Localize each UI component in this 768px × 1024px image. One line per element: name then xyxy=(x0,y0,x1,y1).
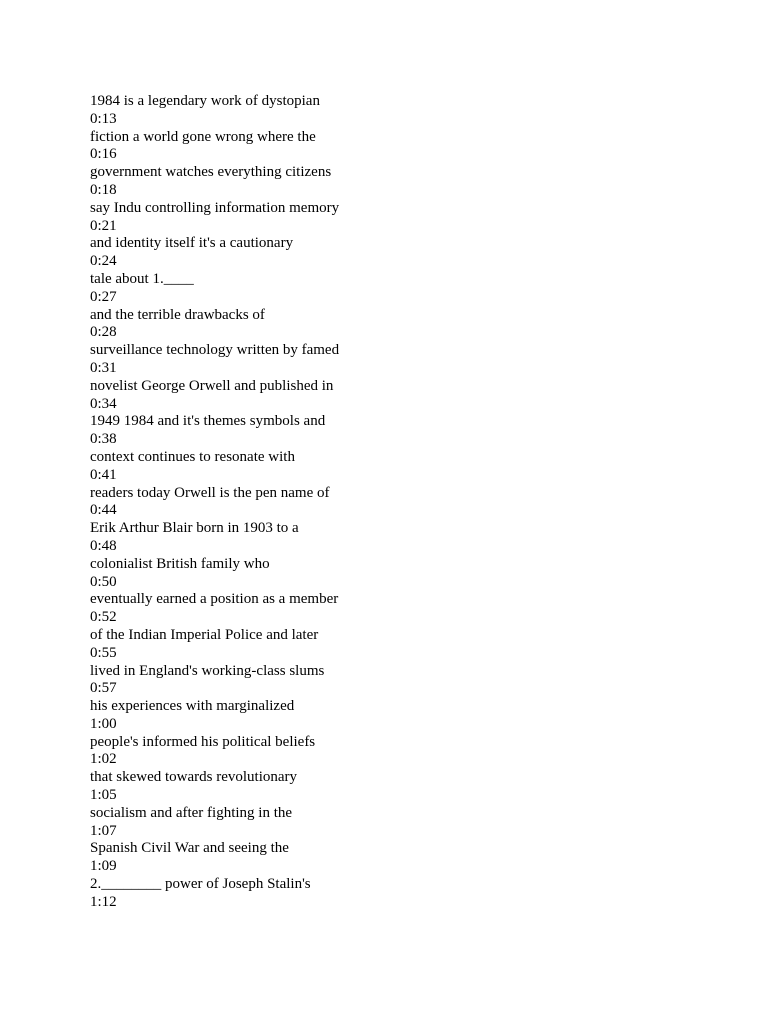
transcript-line: surveillance technology written by famed xyxy=(90,342,340,359)
timestamp: 0:27 xyxy=(90,288,117,305)
transcript-line: his experiences with marginalized xyxy=(90,698,295,715)
transcript-line: Erik Arthur Blair born in 1903 to a xyxy=(90,520,299,537)
transcript-line: and the terrible drawbacks of xyxy=(90,306,265,323)
transcript-line: eventually earned a position as a member xyxy=(90,591,339,608)
transcript-line: people's informed his political beliefs xyxy=(90,733,316,750)
transcript-text xyxy=(90,93,339,912)
transcript-line: lived in England's working-class slums xyxy=(90,662,325,679)
timestamp: 0:57 xyxy=(90,680,117,697)
timestamp: 0:55 xyxy=(90,644,117,661)
timestamp: 0:16 xyxy=(90,146,117,163)
transcript-line: novelist George Orwell and published in xyxy=(90,377,334,394)
transcript-line: say Indu controlling information memory xyxy=(90,199,340,216)
transcript-line: 1949 1984 and it's themes symbols and xyxy=(90,413,326,430)
transcript-line: government watches everything citizens xyxy=(90,164,332,181)
timestamp: 1:02 xyxy=(90,751,117,768)
timestamp: 0:24 xyxy=(90,253,117,270)
transcript-line: socialism and after fighting in the xyxy=(90,804,293,821)
timestamp: 1:09 xyxy=(90,858,117,875)
transcript-line: 2.________ power of Joseph Stalin's xyxy=(90,876,311,893)
timestamp: 1:12 xyxy=(90,893,117,910)
timestamp: 0:31 xyxy=(90,359,117,376)
transcript-line: and identity itself it's a cautionary xyxy=(90,235,294,252)
timestamp: 0:50 xyxy=(90,573,117,590)
timestamp: 0:18 xyxy=(90,181,117,198)
transcript-line: of the Indian Imperial Police and later xyxy=(90,626,319,643)
timestamp: 0:38 xyxy=(90,431,117,448)
timestamp: 0:34 xyxy=(90,395,117,412)
timestamp: 0:21 xyxy=(90,217,117,234)
transcript-line: context continues to resonate with xyxy=(90,448,295,465)
transcript-line: Spanish Civil War and seeing the xyxy=(90,840,289,857)
timestamp: 0:41 xyxy=(90,466,117,483)
timestamp: 0:52 xyxy=(90,609,117,626)
timestamp: 1:07 xyxy=(90,822,117,839)
timestamp: 0:44 xyxy=(90,502,117,519)
transcript-line: 1984 is a legendary work of dystopian xyxy=(90,93,320,109)
timestamp: 0:13 xyxy=(90,110,117,127)
timestamp: 0:48 xyxy=(90,537,117,554)
transcript-line: that skewed towards revolutionary xyxy=(90,769,298,786)
transcript-line: fiction a world gone wrong where the xyxy=(90,128,316,145)
transcript-line: colonialist British family who xyxy=(90,555,270,572)
timestamp: 1:00 xyxy=(90,715,117,732)
timestamp: 1:05 xyxy=(90,787,117,804)
transcript-line: readers today Orwell is the pen name of xyxy=(90,484,330,501)
timestamp: 0:28 xyxy=(90,324,117,341)
transcript-line: tale about 1.____ xyxy=(90,270,194,287)
